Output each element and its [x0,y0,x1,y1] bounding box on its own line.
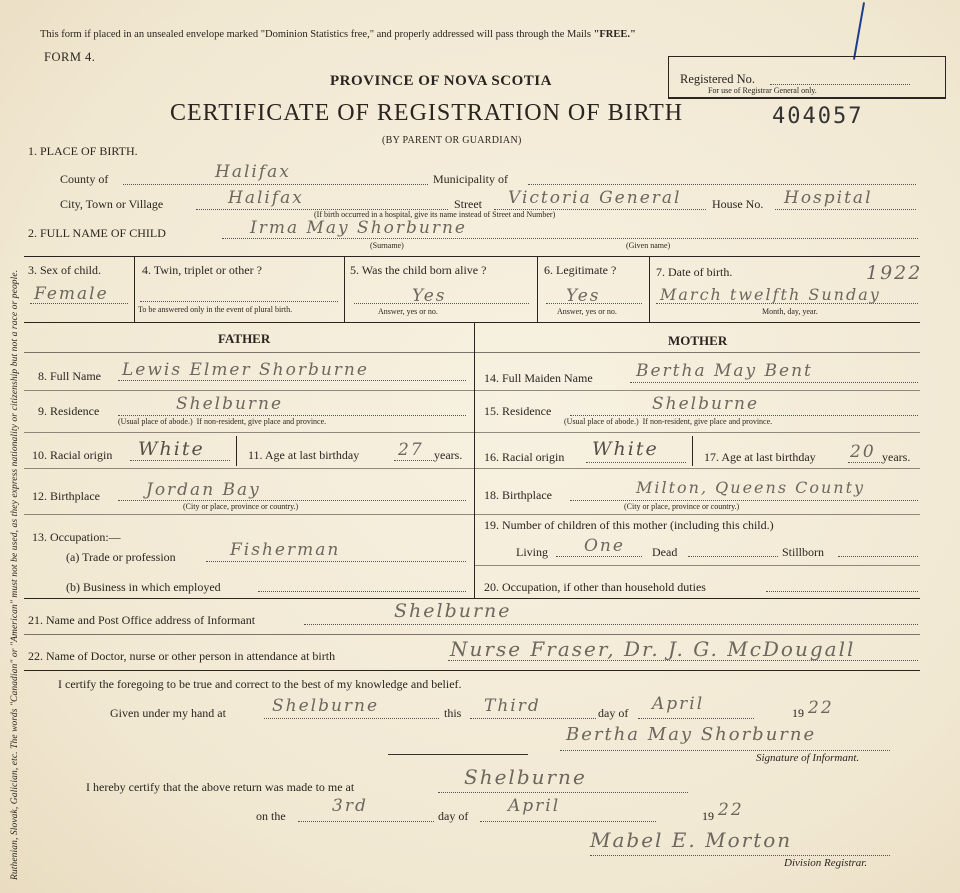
dob-value: March twelfth Sunday [660,285,881,304]
father-occupation-label: 13. Occupation:— [32,530,121,544]
mother-birthplace-line [570,500,918,501]
registrar-month-value: April [508,796,561,816]
mother-row-rule [474,468,920,469]
certification-statement: I certify the foregoing to be true and correct to the best of my knowledge and belief. [58,677,462,691]
registrar-on-the-label: on the [256,809,286,823]
registrar-day-of-label: day of [438,809,469,823]
child-name-line [222,238,918,239]
father-name-label: 8. Full Name [38,369,101,383]
county-line [123,184,428,185]
box-divider [537,256,538,322]
twin-label: 4. Twin, triplet or other ? [142,263,262,277]
father-residence-note-b: If non-resident, give place and province. [196,417,327,426]
mother-name-line [630,382,918,383]
given-month-line [638,718,754,719]
mother-occupation-line [766,591,918,592]
father-trade-value: Fisherman [230,540,341,560]
father-row-rule [24,514,474,515]
alive-note: Answer, yes or no. [378,307,438,316]
registered-number-note: For use of Registrar General only. [708,86,817,95]
mother-dead-label: Dead [652,545,678,559]
mother-row-rule [474,565,920,566]
registrar-signature-line [590,855,890,856]
mother-age-line [848,462,882,463]
mother-living-value: One [584,536,625,556]
mother-living-label: Living [516,545,548,559]
informant-rule [24,634,920,635]
registrar-year-prefix: 19 [702,809,714,823]
box-divider [649,256,650,322]
parents-bottom-rule [24,598,920,599]
county-label: County of [60,172,109,186]
dob-line [656,303,918,304]
mother-row-rule [474,432,920,433]
given-place-value: Shelburne [272,696,380,716]
parents-heading-rule [24,352,920,353]
given-year-prefix: 19 [792,706,804,720]
house-label: House No. [712,197,764,211]
sex-line [30,303,128,304]
mother-racial-label: 16. Racial origin [484,450,565,464]
informant-signature: Bertha May Shorburne [566,724,817,745]
sex-value: Female [34,284,109,304]
given-day-line [470,718,596,719]
father-racial-line [130,460,230,461]
registrar-year-value: 22 [718,800,744,820]
given-year-value: 22 [808,698,834,718]
surname-note: (Surname) [370,241,404,250]
informant-signature-line [560,750,890,751]
mother-racial-line [586,462,686,463]
father-birthplace-label: 12. Birthplace [32,489,100,503]
alive-line [354,303,529,304]
form-number: FORM 4. [44,50,96,64]
given-day-value: Third [484,696,541,716]
alive-value: Yes [412,286,447,306]
legitimate-line [546,303,642,304]
registered-number-line [770,84,910,85]
registrar-day-line [298,821,434,822]
father-racial-divider [236,436,237,466]
alive-label: 5. Was the child born alive ? [350,263,487,277]
father-age-label: 11. Age at last birthday [248,448,360,462]
mother-residence-note-b: If non-resident, give place and province. [642,417,773,426]
parents-divider [474,322,475,598]
mailing-note-free: "FREE." [593,29,636,40]
father-name-line [118,380,466,381]
mother-age-value: 20 [850,442,876,462]
page-subtitle: (BY PARENT OR GUARDIAN) [382,135,522,146]
mother-age-label: 17. Age at last birthday [704,450,816,464]
place-of-birth-heading: 1. PLACE OF BIRTH. [28,144,138,158]
mother-residence-value: Shelburne [652,394,760,414]
father-residence-note [118,417,326,426]
row-divider-bottom [24,322,920,323]
father-age-years: years. [434,448,463,462]
house-line [775,209,916,210]
registration-number: 404057 [772,104,864,129]
sex-label: 3. Sex of child. [28,263,101,277]
registered-number-label: Registered No. [680,72,755,86]
legitimate-value: Yes [566,286,601,306]
county-value: Halifax [215,162,291,182]
mother-stillborn-label: Stillborn [782,545,825,559]
father-heading: FATHER [218,331,271,346]
dob-label: 7. Date of birth. [656,265,733,279]
registrar-day-value: 3rd [332,796,368,816]
hospital-note: (If birth occurred in a hospital, give its name instead of Street and Number) [314,210,556,219]
mother-residence-label: 15. Residence [484,404,552,418]
mother-dead-line [688,556,778,557]
this-label: this [444,706,462,720]
father-residence-value: Shelburne [176,394,284,414]
father-business-line [258,591,466,592]
row-divider-top [24,256,920,257]
mother-residence-note [564,417,772,426]
house-value: Hospital [784,188,873,208]
mother-children-label: 19. Number of children of this mother (including this child.) [484,518,774,532]
father-age-line [394,460,434,461]
father-row-rule [24,390,474,391]
father-residence-note-a: (Usual place of abode.) [118,417,193,426]
box-divider [344,256,345,322]
side-margin-note: Ruthenian, Slovak, Galician, etc. The words "Canadian" or "American" must not be used, as they express nationality or citizenship but not a race or people. [10,269,20,880]
legitimate-label: 6. Legitimate ? [544,263,617,277]
dob-note: Month, day, year. [762,307,818,316]
mailing-note-text: This form if placed in an unsealed envelope marked "Dominion Statistics free," and properly addressed will pass through the Mails [40,29,591,40]
mother-living-line [556,556,642,557]
child-name-value: Irma May Shorburne [250,218,467,238]
father-row-rule [24,468,474,469]
mother-racial-divider [692,436,693,466]
municipality-label: Municipality of [433,172,508,186]
registrar-place-value: Shelburne [464,765,587,789]
mother-stillborn-line [838,556,918,557]
father-birthplace-value: Jordan Bay [146,480,261,500]
city-value: Halifax [228,188,304,208]
registrar-month-line [480,821,656,822]
registrar-place-line [438,792,688,793]
registrar-separator [388,754,528,755]
page-title: CERTIFICATE OF REGISTRATION OF BIRTH [170,100,684,126]
informant-line [304,624,918,625]
municipality-line [528,184,916,185]
child-name-label: 2. FULL NAME OF CHILD [28,226,166,240]
father-trade-label: (a) Trade or profession [66,550,176,564]
father-row-rule [24,432,474,433]
father-name-value: Lewis Elmer Shorburne [122,360,369,380]
mother-residence-line [570,415,918,416]
informant-label: 21. Name and Post Office address of Informant [28,613,256,627]
given-month-value: April [652,694,705,714]
mother-name-value: Bertha May Bent [636,361,813,381]
father-trade-line [206,561,466,562]
mother-heading: MOTHER [668,333,728,348]
mother-birthplace-note: (City or place, province or country.) [624,502,740,511]
informant-signature-label: Signature of Informant. [756,752,860,764]
mother-occupation-label: 20. Occupation, if other than household duties [484,580,706,594]
given-under-label: Given under my hand at [110,706,226,720]
box-divider [134,256,135,322]
attendant-label: 22. Name of Doctor, nurse or other person in attendance at birth [28,649,336,663]
father-business-label: (b) Business in which employed [66,580,221,594]
mother-row-rule [474,514,920,515]
mother-residence-note-a: (Usual place of abode.) [564,417,639,426]
dob-year: 1922 [866,262,923,284]
given-day-of-label: day of [598,706,629,720]
given-name-note: (Given name) [626,241,671,250]
registrar-statement: I hereby certify that the above return was made to me at [86,780,355,794]
father-residence-label: 9. Residence [38,404,100,418]
father-birthplace-line [118,500,466,501]
mother-name-label: 14. Full Maiden Name [484,371,593,385]
twin-note: To be answered only in the event of plural birth. [138,305,293,314]
mother-age-years: years. [882,450,911,464]
street-label: Street [454,197,482,211]
mother-row-rule [474,390,920,391]
given-place-line [264,718,439,719]
mailing-note [40,29,636,40]
registrar-signature: Mabel E. Morton [590,828,793,852]
mother-birthplace-label: 18. Birthplace [484,488,552,502]
registrar-signature-label: Division Registrar. [784,857,868,869]
twin-line [140,301,338,302]
father-racial-value: White [138,438,205,460]
legitimate-note: Answer, yes or no. [557,307,617,316]
mother-birthplace-value: Milton, Queens County [636,478,866,497]
attendant-rule [24,670,920,671]
mother-racial-value: White [592,438,659,460]
street-value: Victoria General [508,188,682,208]
father-birthplace-note: (City or place, province or country.) [183,502,299,511]
attendant-value: Nurse Fraser, Dr. J. G. McDougall [450,637,856,661]
province-heading: PROVINCE OF NOVA SCOTIA [330,73,552,89]
father-age-value: 27 [398,440,424,460]
city-label: City, Town or Village [60,197,164,211]
informant-value: Shelburne [394,600,512,622]
father-racial-label: 10. Racial origin [32,448,113,462]
father-residence-line [118,415,466,416]
